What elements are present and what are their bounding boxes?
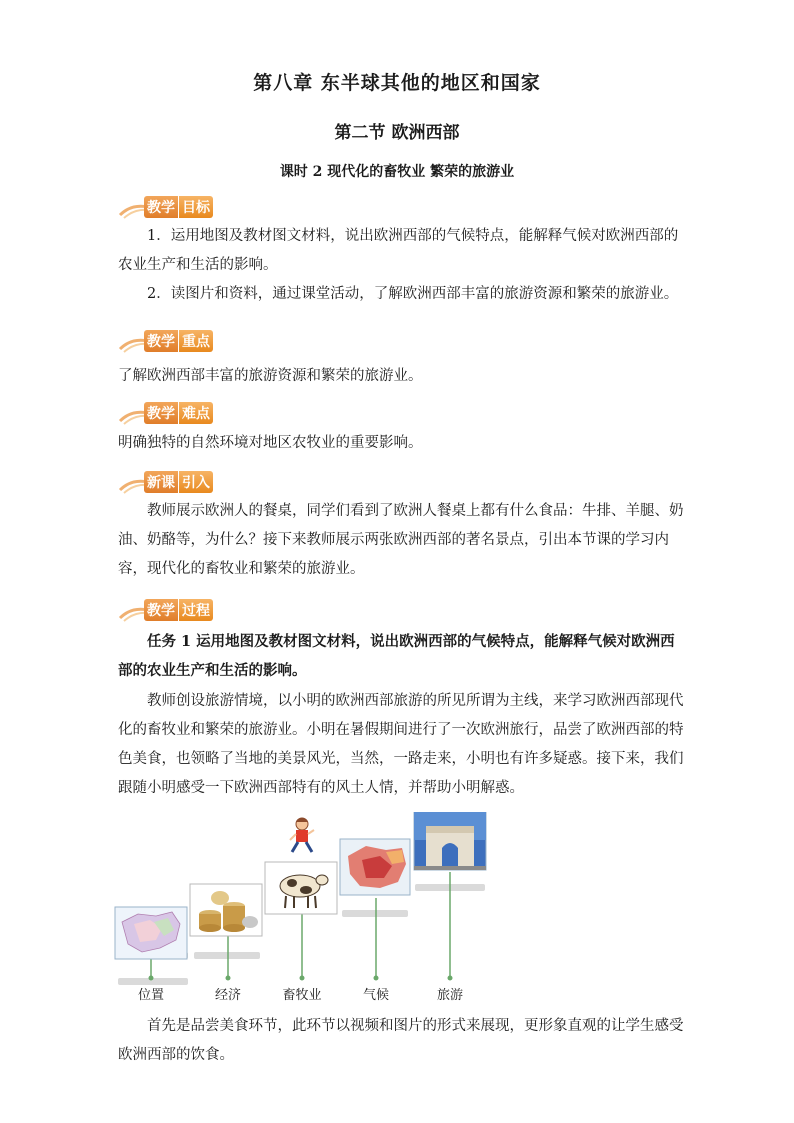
coins-money-image [190, 884, 262, 936]
badge-key-point [118, 329, 228, 353]
diagram-label-tourism: 旅游 [436, 988, 463, 1003]
diagram-label-climate: 气候 [362, 988, 389, 1003]
topic-staircase-diagram [110, 812, 500, 1008]
europe-map-image [115, 907, 187, 959]
task-1-heading: 任务 1 运用地图及教材图文材料，说出欧洲西部的气候特点，能解释气候对欧洲西部的农业生产和生活的影响。 [118, 633, 675, 679]
climate-map-image [340, 839, 410, 895]
diagram-label-economy: 经济 [214, 988, 241, 1003]
badge-text-2: 过程 [179, 599, 213, 621]
badge-text-2: 目标 [179, 196, 213, 218]
badge-text-1: 教学 [144, 599, 178, 621]
chapter-title: 第八章 东半球其他的地区和国家 [253, 72, 541, 94]
intro-text: 教师展示欧洲人的餐桌，同学们看到了欧洲人餐桌上都有什么食品：牛排、羊腿、奶油、奶酪等，为什么？接下来教师展示两张欧洲西部的著名景点，引出本节课的学习内容，现代化的畜牧业和繁荣的旅游业。 [118, 503, 684, 577]
badge-text-1: 教学 [144, 196, 178, 218]
badge-text-2: 引入 [179, 471, 213, 493]
badge-teaching-goals [118, 195, 228, 219]
closing-text: 首先是品尝美食环节，此环节以视频和图片的形式来展现，更形象直观的让学生感受欧洲西部的饮食。 [118, 1018, 684, 1063]
badge-intro [118, 470, 228, 494]
badge-text-1: 教学 [144, 402, 178, 424]
section-title: 第二节 欧洲西部 [334, 123, 460, 143]
cow-image [265, 862, 337, 914]
staircase-illustration [110, 812, 500, 1008]
goal-item-1: 1．运用地图及教材图文材料，说出欧洲西部的气候特点，能解释气候对欧洲西部的农业生产和生活的影响。 [118, 228, 679, 273]
arc-de-triomphe-image [414, 812, 486, 870]
badge-text-2: 难点 [179, 402, 213, 424]
difficulty-text: 明确独特的自然环境对地区农牧业的重要影响。 [118, 435, 423, 451]
diagram-label-livestock: 畜牧业 [282, 988, 322, 1003]
lesson-title: 课时 2 现代化的畜牧业 繁荣的旅游业 [279, 164, 515, 180]
badge-text-2: 重点 [179, 330, 213, 352]
badge-process [118, 598, 228, 622]
badge-difficulty [118, 401, 228, 425]
goal-item-2: 2．读图片和资料，通过课堂活动，了解欧洲西部丰富的旅游资源和繁荣的旅游业。 [147, 286, 679, 302]
running-boy-icon [290, 818, 314, 852]
key-point-text: 了解欧洲西部丰富的旅游资源和繁荣的旅游业。 [118, 368, 423, 384]
badge-text-1: 新课 [144, 471, 178, 493]
diagram-label-location: 位置 [137, 988, 164, 1003]
process-text: 教师创设旅游情境，以小明的欧洲西部旅游的所见所谓为主线，来学习欧洲西部现代化的畜牧业和繁荣的旅游业。小明在暑假期间进行了一次欧洲旅行，品尝了欧洲西部的特色美食，也领略了当地的美景风光，当然，一路走来，小明也有许多疑惑。接下来，我们跟随小明感受一下欧洲西部特有的风土人情，并帮助小明解惑。 [118, 693, 684, 796]
badge-text-1: 教学 [144, 330, 178, 352]
